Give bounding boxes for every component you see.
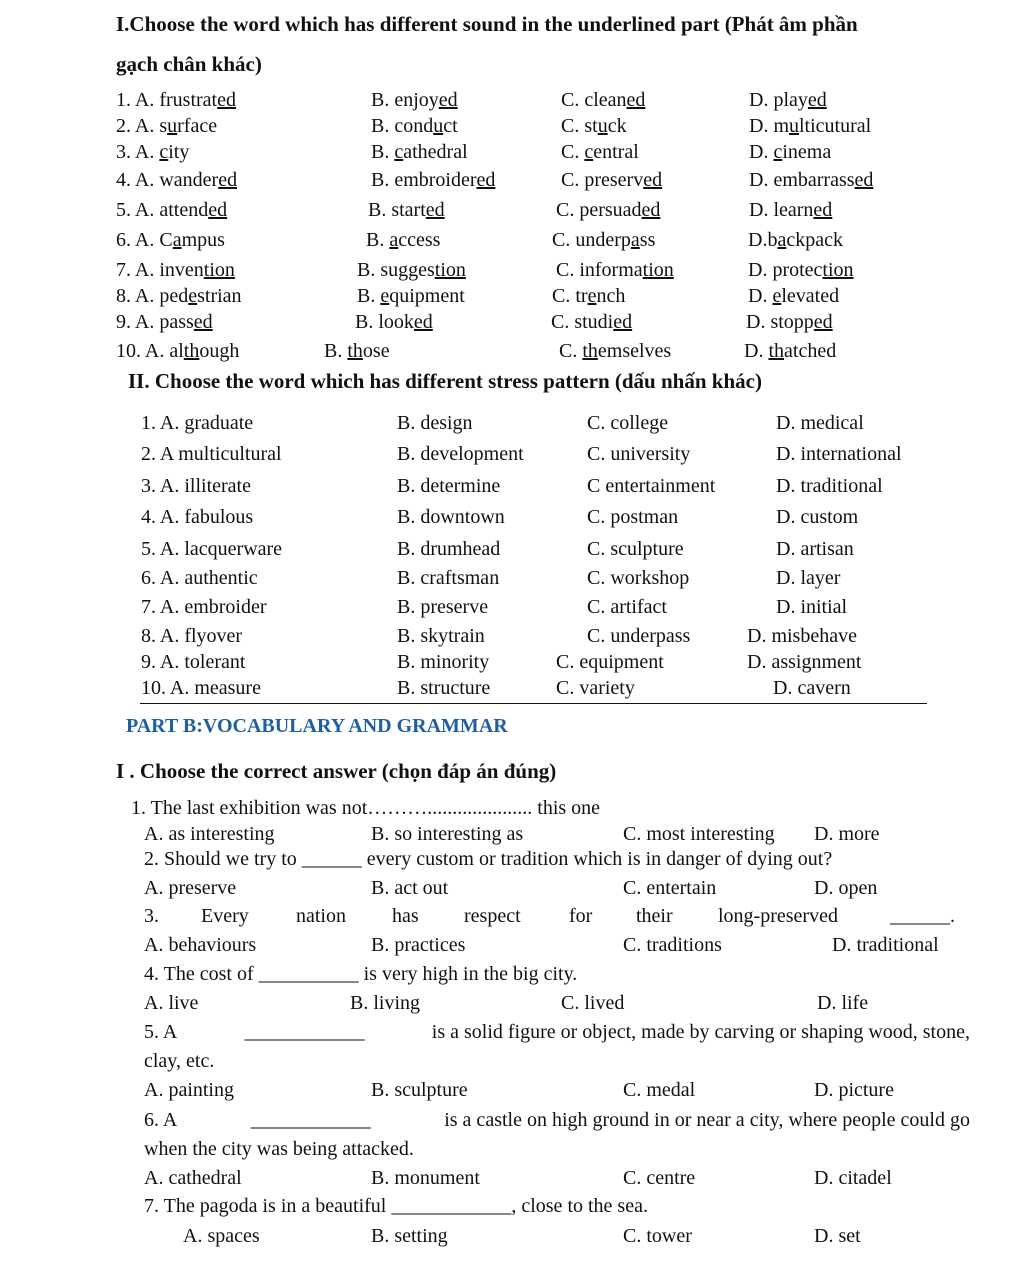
word-part: C. preserv [561,169,644,191]
underlined-part: ed [218,169,238,191]
q1-option-a: A. as interesting [144,823,275,845]
s2-q8-option-b: B. skytrain [397,625,485,647]
word-part: B. start [368,199,426,221]
word-part: attend [159,199,209,221]
s1-q6-option-d [748,228,843,252]
s2-q3-option-d: D. traditional [776,475,883,497]
s2-q3-option-c: C entertainment [587,475,716,497]
q3-option-d: D. traditional [832,934,939,956]
q6-blank: ____________ [250,1109,371,1131]
word-part: emselves [597,340,672,362]
s2-q9-option-d: D. assignment [747,651,862,673]
q4-option-c: C. lived [561,992,625,1014]
underlined-part: ed [643,169,663,191]
underlined-part: th [768,340,785,362]
q5-option-c: C. medal [623,1079,696,1101]
s2-q4-option-c: C. postman [587,506,679,528]
word-part: C. [559,340,583,362]
q3-blank: ______. [890,905,955,927]
s2-q5-option-b: B. drumhead [397,538,501,560]
word-part: ped [159,285,189,307]
s2-q8-option-c: C. underpass [587,625,691,647]
word-part: C. persuad [556,199,642,221]
q6-option-a: A. cathedral [144,1167,242,1189]
word-part: wander [159,169,219,191]
s1-q6-option-b [366,228,440,252]
s2-q4-option-a: 4. A. fabulous [141,506,254,528]
word-part: inema [782,141,832,163]
section1-title-line1: I.Choose the word which has different sound in the underlined part (Phát âm phần [116,12,858,36]
underlined-part: tion [203,259,235,281]
underlined-part: a [630,229,640,251]
q2-option-a: A. preserve [144,877,237,899]
q1-option-c: C. most interesting [623,823,775,845]
q1-option-b: B. so interesting as [371,823,524,845]
q2-option-b: B. act out [371,877,449,899]
s1-q6-option-c [552,228,655,252]
word-part: D. play [749,89,808,111]
word-part: B. [324,340,348,362]
q3-stem-word: has [392,905,419,927]
word-part: ss [639,229,656,251]
underlined-part: ed [813,311,833,333]
s1-q8-number: 8. A. [116,285,160,307]
word-part: frustrat [159,89,218,111]
s1-q2-option-c [561,114,627,138]
word-part: lticutural [799,115,872,137]
s1-q4-option-a [116,168,237,192]
q3-stem-word: Every [201,905,249,927]
underlined-part: ed [613,311,633,333]
part-b-title: PART B:VOCABULARY AND GRAMMAR [126,715,508,737]
s2-q1-option-d: D. medical [776,412,864,434]
underlined-part: u [167,115,178,137]
s2-q4-option-b: B. downtown [397,506,505,528]
s1-q4-option-b [371,168,495,192]
s1-q1-option-d [749,88,827,112]
word-part: C. studi [551,311,614,333]
q3-stem-word: for [569,905,593,927]
s1-q5-option-c [556,198,660,222]
word-part: mpus [181,229,225,251]
s2-q1-option-a: 1. A. graduate [141,412,254,434]
word-part: D. protec [748,259,823,281]
s1-q10-option-a [116,339,239,363]
s2-q2-option-a: 2. A multicultural [141,443,282,465]
s1-q3-option-b [371,140,468,164]
q3-stem-word: nation [296,905,346,927]
s2-q9-option-a: 9. A. tolerant [141,651,246,673]
s1-q3-option-a [116,140,189,164]
s1-q7-number: 7. A. [116,259,160,281]
s1-q2-number: 2. A. [116,115,160,137]
s2-q3-option-b: B. determine [397,475,501,497]
s1-q7-option-b [357,258,466,282]
s2-q3-option-a: 3. A. illiterate [141,475,251,497]
q6-option-c: C. centre [623,1167,696,1189]
q4-stem: 4. The cost of __________ is very high in the big city. [144,963,578,985]
underlined-part: tion [434,259,466,281]
word-part: D. [744,340,769,362]
q3-option-a: A. behaviours [144,934,257,956]
q4-option-d: D. life [817,992,869,1014]
s1-q5-option-a [116,198,227,222]
underlined-part: ed [807,89,827,111]
s1-q3-option-c [561,140,639,164]
word-part: ct [443,115,458,137]
s1-q1-number: 1. A. [116,89,160,111]
word-part: rface [177,115,218,137]
word-part: pass [159,311,194,333]
q6-option-d: D. citadel [814,1167,892,1189]
word-part: atched [784,340,837,362]
q7-blank: ____________ [391,1195,512,1217]
q4-blank: __________ [258,963,359,985]
q2-blank: ______ [301,848,362,870]
q2-option-c: C. entertain [623,877,717,899]
s1-q4-number: 4. A. [116,169,160,191]
underlined-part: a [389,229,399,251]
s1-q1-option-c [561,88,645,112]
q3-stem-word: long-preserved [718,905,838,927]
s1-q7-option-d [748,258,854,282]
q3-option-b: B. practices [371,934,466,956]
underlined-part: e [188,285,198,307]
q7-stem: 7. The pagoda is in a beautiful ____________, close to the sea. [144,1195,648,1217]
underlined-part: e [772,285,782,307]
s1-q7-option-a [116,258,235,282]
word-part: ough [199,340,240,362]
q5-stem-continued: clay, etc. [144,1050,215,1072]
s2-q7-option-a: 7. A. embroider [141,596,267,618]
s2-q10-option-c: C. variety [556,677,635,699]
s2-q2-option-c: C. university [587,443,691,465]
q6-stem: 6. A ____________ is a castle on high ground in or near a city, where people could go [144,1109,970,1131]
q6-stem-continued: when the city was being attacked. [144,1138,414,1160]
q4-option-a: A. live [144,992,199,1014]
word-part: B. enjoy [371,89,439,111]
underlined-part: u [597,115,608,137]
s1-q9-option-a [116,310,213,334]
s1-q7-option-c [556,258,674,282]
word-part: nch [596,285,626,307]
word-part: C. clean [561,89,627,111]
q3-stem-word: respect [464,905,521,927]
underlined-part: c [773,141,783,163]
q1-stem: 1. The last exhibition was not………..................... this one [131,797,601,819]
q1-option-d: D. more [814,823,880,845]
underlined-part: tion [822,259,854,281]
underlined-part: ed [208,199,228,221]
s1-q2-option-a [116,114,217,138]
s2-q9-option-c: C. equipment [556,651,664,673]
q3-stem-word: 3. [144,905,159,927]
s1-q6-number: 6. A. [116,229,160,251]
section-divider [140,703,927,704]
q7-option-d: D. set [814,1225,861,1247]
s1-q5-number: 5. A. [116,199,160,221]
word-part: B. sugges [357,259,435,281]
s2-q6-option-d: D. layer [776,567,841,589]
q2-stem: 2. Should we try to ______ every custom or tradition which is in danger of dying out? [144,848,833,870]
s1-q9-number: 9. A. [116,311,160,333]
s2-q8-option-d: D. misbehave [747,625,857,647]
word-part: ity [168,141,190,163]
q6-option-b: B. monument [371,1167,480,1189]
s1-q9-option-d [746,310,833,334]
word-part: D. [749,141,774,163]
s2-q5-option-a: 5. A. lacquerware [141,538,283,560]
s1-q3-number: 3. A. [116,141,160,163]
s2-q6-option-b: B. craftsman [397,567,500,589]
s1-q10-option-d [744,339,836,363]
s2-q2-option-b: B. development [397,443,524,465]
underlined-part: tion [642,259,674,281]
q3-option-c: C. traditions [623,934,722,956]
s1-q9-option-b [355,310,433,334]
q5-option-d: D. picture [814,1079,894,1101]
word-part: B. [371,141,395,163]
s1-q10-number: 10. A. [116,340,170,362]
word-part: B. cond [371,115,434,137]
underlined-part: ed [476,169,496,191]
word-part: C. st [561,115,598,137]
word-part: D. stopp [746,311,814,333]
q5-option-a: A. painting [144,1079,234,1101]
s2-q6-option-a: 6. A. authentic [141,567,258,589]
s2-q9-option-b: B. minority [397,651,490,673]
word-part: B. [366,229,390,251]
s1-q2-option-d [749,114,871,138]
q7-option-c: C. tower [623,1225,692,1247]
s2-q1-option-b: B. design [397,412,473,434]
s1-q4-option-c [561,168,662,192]
underlined-part: th [347,340,363,362]
s2-q7-option-d: D. initial [776,596,848,618]
word-part: B. [357,285,381,307]
q5-stem: 5. A ____________ is a solid figure or object, made by carving or shaping wood, stone, [144,1021,970,1043]
underlined-part: u [433,115,444,137]
word-part: entral [593,141,639,163]
word-part: ose [362,340,390,362]
word-part: C. tr [552,285,588,307]
underlined-part: ed [438,89,458,111]
s2-q2-option-d: D. international [776,443,902,465]
q4-option-b: B. living [350,992,421,1014]
underlined-part: ed [813,199,833,221]
word-part: C. informa [556,259,643,281]
underlined-part: th [582,340,598,362]
underlined-part: a [172,229,182,251]
underlined-part: ed [854,169,874,191]
word-part: al [169,340,184,362]
q5-option-b: B. sculpture [371,1079,468,1101]
word-part: s [159,115,168,137]
underlined-part: e [587,285,597,307]
s1-q1-option-b [371,88,458,112]
word-part: B. look [355,311,414,333]
word-part: B. embroider [371,169,477,191]
word-part: levated [781,285,840,307]
word-part: D.b [748,229,778,251]
underlined-part: u [789,115,799,137]
s1-q8-option-d [748,284,839,308]
s2-q7-option-c: C. artifact [587,596,667,618]
word-part: C. underp [552,229,631,251]
underlined-part: c [584,141,594,163]
word-part: D. embarrass [749,169,855,191]
s2-q10-option-a: 10. A. measure [141,677,261,699]
underlined-part: ed [193,311,213,333]
s2-q1-option-c: C. college [587,412,669,434]
q7-option-a: A. spaces [183,1225,260,1247]
word-part: strian [197,285,242,307]
s2-q5-option-c: C. sculpture [587,538,684,560]
underlined-part: ed [413,311,433,333]
word-part: C. [561,141,585,163]
s2-q4-option-d: D. custom [776,506,859,528]
s1-q8-option-b [357,284,465,308]
s1-q10-option-b [324,339,390,363]
s1-q8-option-c [552,284,625,308]
s1-q2-option-b [371,114,458,138]
s2-q6-option-c: C. workshop [587,567,690,589]
word-part: D. [748,285,773,307]
section1-title-line2: gạch chân khác) [116,52,262,76]
s2-q7-option-b: B. preserve [397,596,489,618]
s2-q5-option-d: D. artisan [776,538,854,560]
part-b-heading: I . Choose the correct answer (chọn đáp án đúng) [116,759,557,783]
underlined-part: c [159,141,169,163]
s1-q6-option-a [116,228,225,252]
word-part: inven [159,259,204,281]
q7-option-b: B. setting [371,1225,448,1247]
q5-blank: ____________ [244,1021,365,1043]
underlined-part: ed [425,199,445,221]
underlined-part: e [380,285,390,307]
underlined-part: ed [641,199,661,221]
word-part: athedral [403,141,468,163]
word-part: ckpack [786,229,843,251]
section2-title: II. Choose the word which has different stress pattern (dấu nhấn khác) [128,369,762,393]
word-part: ccess [398,229,441,251]
word-part: C [159,229,173,251]
q3-stem-word: their [636,905,673,927]
word-part: D. m [749,115,789,137]
underlined-part: c [394,141,404,163]
s1-q8-option-a [116,284,242,308]
word-part: quipment [389,285,465,307]
s2-q10-option-d: D. cavern [773,677,851,699]
s1-q5-option-b [368,198,445,222]
underlined-part: ed [626,89,646,111]
word-part: D. learn [749,199,814,221]
s1-q5-option-d [749,198,832,222]
word-part: ck [607,115,627,137]
underlined-part: ed [217,89,236,111]
underlined-part: a [777,229,787,251]
s2-q8-option-a: 8. A. flyover [141,625,243,647]
s1-q3-option-d [749,140,831,164]
q2-option-d: D. open [814,877,878,899]
underlined-part: th [183,340,200,362]
s1-q4-option-d [749,168,873,192]
s2-q10-option-b: B. structure [397,677,491,699]
s1-q1-option-a [116,88,236,112]
s1-q10-option-c [559,339,671,363]
s1-q9-option-c [551,310,632,334]
